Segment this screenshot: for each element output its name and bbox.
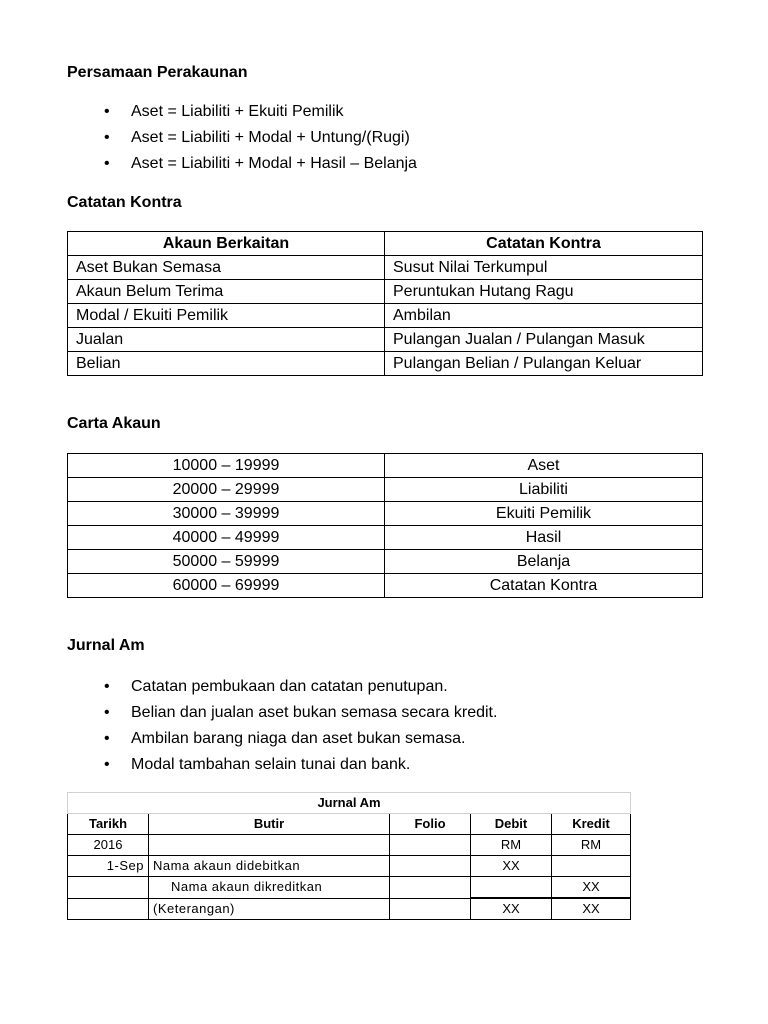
heading-kontra: Catatan Kontra — [67, 194, 182, 211]
kredit-unit-cell: RM — [552, 835, 631, 856]
list-item-text: Aset = Liabiliti + Modal + Untung/(Rugi) — [131, 129, 410, 146]
bullet-icon: • — [104, 756, 110, 773]
table-row — [68, 454, 703, 478]
table-row — [68, 328, 703, 352]
list-item-text: Modal tambahan selain tunai dan bank. — [131, 756, 411, 773]
total-credit-cell: XX — [552, 898, 631, 920]
table-cell: 40000 – 49999 — [68, 526, 385, 550]
table-cell: Aset Bukan Semasa — [68, 256, 385, 280]
debit-unit-cell: RM — [471, 835, 552, 856]
table-cell: Ambilan — [385, 304, 703, 328]
table-cell: Aset — [385, 454, 703, 478]
list-item — [67, 674, 497, 700]
table-cell: Pulangan Jualan / Pulangan Masuk — [385, 328, 703, 352]
heading-persamaan: Persamaan Perakaunan — [67, 64, 248, 81]
jurnal-list — [67, 674, 497, 778]
column-header-folio: Folio — [390, 814, 471, 835]
table-row — [68, 256, 703, 280]
debit-amount-cell: XX — [471, 856, 552, 877]
jurnal-am-table — [67, 792, 631, 920]
table-cell: Jualan — [68, 328, 385, 352]
table-cell: 10000 – 19999 — [68, 454, 385, 478]
date-cell: 1-Sep — [68, 856, 149, 877]
list-item — [67, 752, 497, 778]
table-row — [68, 280, 703, 304]
table-cell: Modal / Ekuiti Pemilik — [68, 304, 385, 328]
table-header-row — [68, 232, 703, 256]
table-row — [68, 574, 703, 598]
table-cell: Pulangan Belian / Pulangan Keluar — [385, 352, 703, 376]
table-row — [68, 478, 703, 502]
table-row — [68, 352, 703, 376]
year-cell: 2016 — [68, 835, 149, 856]
credit-amount-cell: XX — [552, 877, 631, 899]
kontra-table — [67, 231, 703, 376]
column-header: Akaun Berkaitan — [68, 232, 385, 256]
column-header: Catatan Kontra — [385, 232, 703, 256]
table-row — [68, 898, 631, 920]
bullet-icon: • — [104, 730, 110, 747]
table-cell: 50000 – 59999 — [68, 550, 385, 574]
table-cell: Peruntukan Hutang Ragu — [385, 280, 703, 304]
table-row — [68, 526, 703, 550]
heading-carta: Carta Akaun — [67, 415, 161, 432]
table-cell: Akaun Belum Terima — [68, 280, 385, 304]
bullet-icon: • — [104, 678, 110, 695]
list-item-text: Belian dan jualan aset bukan semasa secara kredit. — [131, 704, 498, 721]
list-item — [67, 151, 417, 177]
column-header-debit: Debit — [471, 814, 552, 835]
list-item — [67, 99, 417, 125]
table-cell: Susut Nilai Terkumpul — [385, 256, 703, 280]
bullet-icon: • — [104, 103, 110, 120]
list-item-text: Catatan pembukaan dan catatan penutupan. — [131, 678, 448, 695]
table-row — [68, 502, 703, 526]
list-item-text: Aset = Liabiliti + Modal + Hasil – Belanja — [131, 155, 417, 172]
column-header-tarikh: Tarikh — [68, 814, 149, 835]
list-item-text: Aset = Liabiliti + Ekuiti Pemilik — [131, 103, 344, 120]
table-row — [68, 835, 631, 856]
bullet-icon: • — [104, 155, 110, 172]
table-cell: 20000 – 29999 — [68, 478, 385, 502]
table-cell: Catatan Kontra — [385, 574, 703, 598]
note-cell: (Keterangan) — [149, 898, 390, 920]
heading-jurnal: Jurnal Am — [67, 637, 145, 654]
total-debit-cell: XX — [471, 898, 552, 920]
table-cell: 30000 – 39999 — [68, 502, 385, 526]
table-cell: Ekuiti Pemilik — [385, 502, 703, 526]
list-item-text: Ambilan barang niaga dan aset bukan semasa. — [131, 730, 466, 747]
list-item — [67, 700, 497, 726]
column-header-butir: Butir — [149, 814, 390, 835]
table-title: Jurnal Am — [68, 793, 631, 814]
table-cell: Liabiliti — [385, 478, 703, 502]
table-row — [68, 877, 631, 899]
bullet-icon: • — [104, 129, 110, 146]
table-row — [68, 304, 703, 328]
table-cell: 60000 – 69999 — [68, 574, 385, 598]
credit-account-cell: Nama akaun dikreditkan — [149, 877, 390, 899]
carta-table — [67, 453, 703, 598]
column-header-kredit: Kredit — [552, 814, 631, 835]
table-cell: Hasil — [385, 526, 703, 550]
table-header-row — [68, 814, 631, 835]
debit-account-cell: Nama akaun didebitkan — [149, 856, 390, 877]
table-title-row — [68, 793, 631, 814]
table-cell: Belian — [68, 352, 385, 376]
table-row — [68, 856, 631, 877]
persamaan-list — [67, 99, 417, 177]
list-item — [67, 726, 497, 752]
bullet-icon: • — [104, 704, 110, 721]
table-cell: Belanja — [385, 550, 703, 574]
list-item — [67, 125, 417, 151]
table-row — [68, 550, 703, 574]
